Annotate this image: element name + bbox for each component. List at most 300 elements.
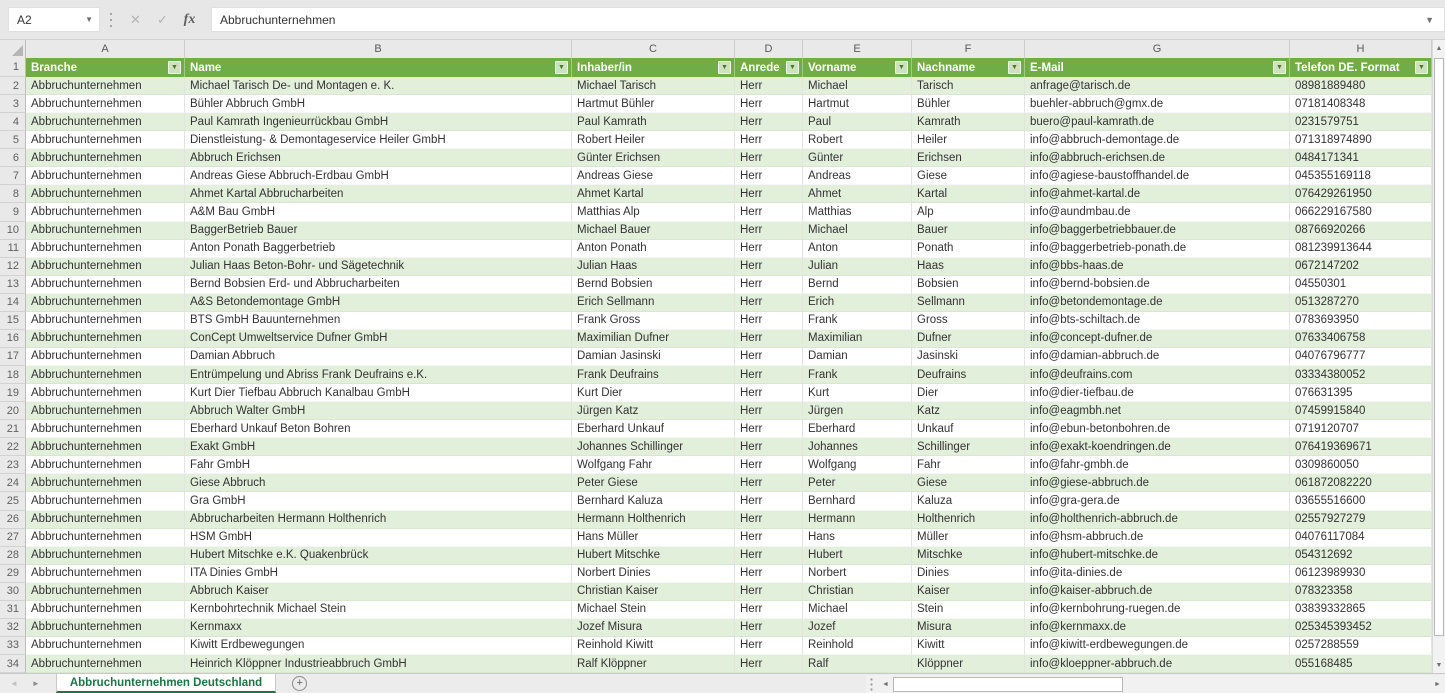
cell-anrede[interactable]: Herr <box>735 330 803 348</box>
cell-telefon[interactable]: 04076117084 <box>1290 529 1432 547</box>
cell-inhaber[interactable]: Ahmet Kartal <box>572 185 735 203</box>
cell-vorname[interactable]: Matthias <box>803 203 912 221</box>
cell-email[interactable]: info@ebun-betonbohren.de <box>1025 420 1290 438</box>
name-box[interactable] <box>8 7 100 32</box>
cell-email[interactable]: info@gra-gera.de <box>1025 492 1290 510</box>
cell-vorname[interactable]: Bernhard <box>803 492 912 510</box>
cell-telefon[interactable]: 0257288559 <box>1290 637 1432 655</box>
cell-vorname[interactable]: Hans <box>803 529 912 547</box>
table-header-cell[interactable] <box>572 58 735 77</box>
cell-name[interactable]: Heinrich Klöppner Industrieabbruch GmbH <box>185 655 572 673</box>
cell-inhaber[interactable]: Bernd Bobsien <box>572 276 735 294</box>
row-number[interactable]: 6 <box>0 149 26 167</box>
cell-telefon[interactable]: 076419369671 <box>1290 438 1432 456</box>
cell-anrede[interactable]: Herr <box>735 637 803 655</box>
cell-inhaber[interactable]: Johannes Schillinger <box>572 438 735 456</box>
cell-anrede[interactable]: Herr <box>735 438 803 456</box>
cell-inhaber[interactable]: Michael Tarisch <box>572 77 735 95</box>
cell-branche[interactable]: Abbruchunternehmen <box>26 637 185 655</box>
cell-email[interactable]: info@kernbohrung-ruegen.de <box>1025 601 1290 619</box>
cell-name[interactable]: Entrümpelung und Abriss Frank Deufrains e.K. <box>185 366 572 384</box>
cell-vorname[interactable]: Michael <box>803 77 912 95</box>
cell-anrede[interactable]: Herr <box>735 492 803 510</box>
row-number[interactable]: 28 <box>0 547 26 565</box>
cell-branche[interactable]: Abbruchunternehmen <box>26 474 185 492</box>
cell-nachname[interactable]: Schillinger <box>912 438 1025 456</box>
cell-inhaber[interactable]: Paul Kamrath <box>572 113 735 131</box>
cell-vorname[interactable]: Reinhold <box>803 637 912 655</box>
cell-telefon[interactable]: 066229167580 <box>1290 203 1432 221</box>
cell-nachname[interactable]: Kaluza <box>912 492 1025 510</box>
cell-branche[interactable]: Abbruchunternehmen <box>26 565 185 583</box>
cell-branche[interactable]: Abbruchunternehmen <box>26 77 185 95</box>
row-number[interactable]: 27 <box>0 529 26 547</box>
cell-telefon[interactable]: 0719120707 <box>1290 420 1432 438</box>
cell-inhaber[interactable]: Ralf Klöppner <box>572 655 735 673</box>
cell-name[interactable]: Bernd Bobsien Erd- und Abbrucharbeiten <box>185 276 572 294</box>
cell-anrede[interactable]: Herr <box>735 420 803 438</box>
cell-email[interactable]: info@fahr-gmbh.de <box>1025 456 1290 474</box>
cell-anrede[interactable]: Herr <box>735 258 803 276</box>
scroll-left-icon[interactable]: ◄ <box>882 681 889 688</box>
cell-email[interactable]: anfrage@tarisch.de <box>1025 77 1290 95</box>
cell-inhaber[interactable]: Peter Giese <box>572 474 735 492</box>
cell-nachname[interactable]: Dier <box>912 384 1025 402</box>
cell-branche[interactable]: Abbruchunternehmen <box>26 402 185 420</box>
cell-anrede[interactable]: Herr <box>735 474 803 492</box>
cell-anrede[interactable]: Herr <box>735 222 803 240</box>
table-header-cell[interactable] <box>735 58 803 77</box>
cell-telefon[interactable]: 054312692 <box>1290 547 1432 565</box>
column-letter[interactable]: H <box>1290 40 1432 58</box>
cell-inhaber[interactable]: Robert Heiler <box>572 131 735 149</box>
cell-nachname[interactable]: Kaiser <box>912 583 1025 601</box>
cell-nachname[interactable]: Ponath <box>912 240 1025 258</box>
cell-name[interactable]: Exakt GmbH <box>185 438 572 456</box>
cell-telefon[interactable]: 07181408348 <box>1290 95 1432 113</box>
cell-inhaber[interactable]: Hartmut Bühler <box>572 95 735 113</box>
cell-name[interactable]: Andreas Giese Abbruch-Erdbau GmbH <box>185 167 572 185</box>
scroll-up-icon[interactable]: ▲ <box>1433 40 1445 56</box>
cell-telefon[interactable]: 03334380052 <box>1290 366 1432 384</box>
cell-inhaber[interactable]: Jürgen Katz <box>572 402 735 420</box>
cell-name[interactable]: Anton Ponath Baggerbetrieb <box>185 240 572 258</box>
cell-anrede[interactable]: Herr <box>735 547 803 565</box>
cell-inhaber[interactable]: Julian Haas <box>572 258 735 276</box>
row-number[interactable]: 33 <box>0 637 26 655</box>
cell-branche[interactable]: Abbruchunternehmen <box>26 366 185 384</box>
table-header-cell[interactable] <box>26 58 185 77</box>
cell-name[interactable]: HSM GmbH <box>185 529 572 547</box>
cell-nachname[interactable]: Misura <box>912 619 1025 637</box>
cell-email[interactable]: info@abbruch-erichsen.de <box>1025 149 1290 167</box>
cell-inhaber[interactable]: Frank Deufrains <box>572 366 735 384</box>
cell-email[interactable]: info@kernmaxx.de <box>1025 619 1290 637</box>
cell-branche[interactable]: Abbruchunternehmen <box>26 529 185 547</box>
cell-branche[interactable]: Abbruchunternehmen <box>26 330 185 348</box>
cell-name[interactable]: Damian Abbruch <box>185 348 572 366</box>
cell-anrede[interactable]: Herr <box>735 456 803 474</box>
column-letter[interactable]: E <box>803 40 912 58</box>
cell-vorname[interactable]: Andreas <box>803 167 912 185</box>
cell-telefon[interactable]: 081239913644 <box>1290 240 1432 258</box>
cell-nachname[interactable]: Katz <box>912 402 1025 420</box>
cell-name[interactable]: Giese Abbruch <box>185 474 572 492</box>
cell-vorname[interactable]: Frank <box>803 312 912 330</box>
cell-branche[interactable]: Abbruchunternehmen <box>26 149 185 167</box>
cell-branche[interactable]: Abbruchunternehmen <box>26 601 185 619</box>
cell-inhaber[interactable]: Damian Jasinski <box>572 348 735 366</box>
cell-inhaber[interactable]: Norbert Dinies <box>572 565 735 583</box>
cell-anrede[interactable]: Herr <box>735 619 803 637</box>
filter-dropdown-icon[interactable]: ▼ <box>786 61 799 74</box>
cell-telefon[interactable]: 0783693950 <box>1290 312 1432 330</box>
row-number[interactable]: 1 <box>0 58 26 77</box>
cell-nachname[interactable]: Holthenrich <box>912 511 1025 529</box>
column-letter[interactable]: C <box>572 40 735 58</box>
cell-anrede[interactable]: Herr <box>735 511 803 529</box>
cell-vorname[interactable]: Jürgen <box>803 402 912 420</box>
cell-anrede[interactable]: Herr <box>735 601 803 619</box>
cell-name[interactable]: Paul Kamrath Ingenieurrückbau GmbH <box>185 113 572 131</box>
cell-anrede[interactable]: Herr <box>735 294 803 312</box>
cell-branche[interactable]: Abbruchunternehmen <box>26 456 185 474</box>
cell-branche[interactable]: Abbruchunternehmen <box>26 113 185 131</box>
cell-inhaber[interactable]: Michael Stein <box>572 601 735 619</box>
cell-vorname[interactable]: Robert <box>803 131 912 149</box>
scroll-right-icon[interactable]: ► <box>1434 681 1441 688</box>
row-number[interactable]: 9 <box>0 203 26 221</box>
cell-name[interactable]: Kurt Dier Tiefbau Abbruch Kanalbau GmbH <box>185 384 572 402</box>
table-header-cell[interactable] <box>803 58 912 77</box>
cell-email[interactable]: info@bernd-bobsien.de <box>1025 276 1290 294</box>
cell-nachname[interactable]: Jasinski <box>912 348 1025 366</box>
row-number[interactable]: 5 <box>0 131 26 149</box>
vertical-scrollbar[interactable] <box>1432 40 1445 673</box>
insert-function-button[interactable]: fx <box>183 11 196 27</box>
cell-telefon[interactable]: 061872082220 <box>1290 474 1432 492</box>
cell-inhaber[interactable]: Christian Kaiser <box>572 583 735 601</box>
cell-email[interactable]: info@baggerbetrieb-ponath.de <box>1025 240 1290 258</box>
filter-dropdown-icon[interactable]: ▼ <box>895 61 908 74</box>
column-letter[interactable]: B <box>185 40 572 58</box>
cell-vorname[interactable]: Ralf <box>803 655 912 673</box>
cell-vorname[interactable]: Michael <box>803 222 912 240</box>
cell-name[interactable]: BTS GmbH Bauunternehmen <box>185 312 572 330</box>
cell-telefon[interactable]: 07459915840 <box>1290 402 1432 420</box>
table-header-cell[interactable] <box>912 58 1025 77</box>
cell-vorname[interactable]: Erich <box>803 294 912 312</box>
cell-email[interactable]: info@ita-dinies.de <box>1025 565 1290 583</box>
cell-telefon[interactable]: 076631395 <box>1290 384 1432 402</box>
row-number[interactable]: 17 <box>0 348 26 366</box>
vertical-scrollbar-thumb[interactable] <box>1434 58 1444 636</box>
cell-inhaber[interactable]: Kurt Dier <box>572 384 735 402</box>
row-number[interactable]: 21 <box>0 420 26 438</box>
sheet-tab-active[interactable] <box>56 674 276 693</box>
cell-branche[interactable]: Abbruchunternehmen <box>26 276 185 294</box>
cell-nachname[interactable]: Gross <box>912 312 1025 330</box>
cell-inhaber[interactable]: Matthias Alp <box>572 203 735 221</box>
formula-bar-expand-icon[interactable]: ▼ <box>1425 14 1434 25</box>
cell-branche[interactable]: Abbruchunternehmen <box>26 547 185 565</box>
cell-email[interactable]: info@bts-schiltach.de <box>1025 312 1290 330</box>
table-header-cell[interactable] <box>1290 58 1432 77</box>
cell-name[interactable]: ConCept Umweltservice Dufner GmbH <box>185 330 572 348</box>
cell-inhaber[interactable]: Hubert Mitschke <box>572 547 735 565</box>
cell-vorname[interactable]: Günter <box>803 149 912 167</box>
cell-nachname[interactable]: Sellmann <box>912 294 1025 312</box>
cell-nachname[interactable]: Haas <box>912 258 1025 276</box>
cell-name[interactable]: Kernbohrtechnik Michael Stein <box>185 601 572 619</box>
cell-email[interactable]: info@kiwitt-erdbewegungen.de <box>1025 637 1290 655</box>
cell-anrede[interactable]: Herr <box>735 276 803 294</box>
cell-vorname[interactable]: Anton <box>803 240 912 258</box>
cell-nachname[interactable]: Heiler <box>912 131 1025 149</box>
cell-nachname[interactable]: Mitschke <box>912 547 1025 565</box>
cell-anrede[interactable]: Herr <box>735 131 803 149</box>
table-header-cell[interactable] <box>185 58 572 77</box>
cell-branche[interactable]: Abbruchunternehmen <box>26 185 185 203</box>
cell-branche[interactable]: Abbruchunternehmen <box>26 384 185 402</box>
cell-name[interactable]: A&M Bau GmbH <box>185 203 572 221</box>
cell-name[interactable]: A&S Betondemontage GmbH <box>185 294 572 312</box>
cell-email[interactable]: info@betondemontage.de <box>1025 294 1290 312</box>
cell-anrede[interactable]: Herr <box>735 655 803 673</box>
cell-name[interactable]: Ahmet Kartal Abbrucharbeiten <box>185 185 572 203</box>
select-all-button[interactable] <box>0 40 26 58</box>
cell-name[interactable]: Abbruch Walter GmbH <box>185 402 572 420</box>
cell-branche[interactable]: Abbruchunternehmen <box>26 583 185 601</box>
cell-anrede[interactable]: Herr <box>735 312 803 330</box>
cell-nachname[interactable]: Giese <box>912 167 1025 185</box>
cell-vorname[interactable]: Hubert <box>803 547 912 565</box>
row-number[interactable]: 11 <box>0 240 26 258</box>
cell-inhaber[interactable]: Reinhold Kiwitt <box>572 637 735 655</box>
row-number[interactable]: 30 <box>0 583 26 601</box>
cell-nachname[interactable]: Kartal <box>912 185 1025 203</box>
cell-name[interactable]: Kiwitt Erdbewegungen <box>185 637 572 655</box>
cell-anrede[interactable]: Herr <box>735 77 803 95</box>
cell-inhaber[interactable]: Günter Erichsen <box>572 149 735 167</box>
cell-branche[interactable]: Abbruchunternehmen <box>26 348 185 366</box>
cell-nachname[interactable]: Dufner <box>912 330 1025 348</box>
cell-email[interactable]: info@dier-tiefbau.de <box>1025 384 1290 402</box>
row-number[interactable]: 20 <box>0 402 26 420</box>
cell-inhaber[interactable]: Erich Sellmann <box>572 294 735 312</box>
row-number[interactable]: 14 <box>0 294 26 312</box>
cell-vorname[interactable]: Jozef <box>803 619 912 637</box>
scrollbar-splitter[interactable] <box>869 678 874 691</box>
cell-telefon[interactable]: 0484171341 <box>1290 149 1432 167</box>
cell-email[interactable]: info@damian-abbruch.de <box>1025 348 1290 366</box>
cell-vorname[interactable]: Paul <box>803 113 912 131</box>
cell-nachname[interactable]: Deufrains <box>912 366 1025 384</box>
cell-email[interactable]: info@bbs-haas.de <box>1025 258 1290 276</box>
cell-anrede[interactable]: Herr <box>735 366 803 384</box>
row-number[interactable]: 25 <box>0 492 26 510</box>
cell-anrede[interactable]: Herr <box>735 113 803 131</box>
cell-vorname[interactable]: Johannes <box>803 438 912 456</box>
cell-branche[interactable]: Abbruchunternehmen <box>26 240 185 258</box>
row-number[interactable]: 2 <box>0 77 26 95</box>
cell-branche[interactable]: Abbruchunternehmen <box>26 492 185 510</box>
cell-anrede[interactable]: Herr <box>735 185 803 203</box>
cell-vorname[interactable]: Hartmut <box>803 95 912 113</box>
enter-button[interactable]: ✓ <box>157 11 168 27</box>
cell-vorname[interactable]: Christian <box>803 583 912 601</box>
cell-name[interactable]: Dienstleistung- & Demontageservice Heiler GmbH <box>185 131 572 149</box>
cell-name[interactable]: Eberhard Unkauf Beton Bohren <box>185 420 572 438</box>
cell-inhaber[interactable]: Andreas Giese <box>572 167 735 185</box>
row-number[interactable]: 10 <box>0 222 26 240</box>
cell-vorname[interactable]: Norbert <box>803 565 912 583</box>
cell-branche[interactable]: Abbruchunternehmen <box>26 655 185 673</box>
cell-nachname[interactable]: Giese <box>912 474 1025 492</box>
cell-vorname[interactable]: Ahmet <box>803 185 912 203</box>
cell-telefon[interactable]: 071318974890 <box>1290 131 1432 149</box>
cell-email[interactable]: info@aundmbau.de <box>1025 203 1290 221</box>
row-number[interactable]: 7 <box>0 167 26 185</box>
prev-sheet-icon[interactable]: ◄ <box>10 679 18 688</box>
row-number[interactable]: 15 <box>0 312 26 330</box>
cell-nachname[interactable]: Kamrath <box>912 113 1025 131</box>
cell-nachname[interactable]: Bühler <box>912 95 1025 113</box>
cell-email[interactable]: info@baggerbetriebbauer.de <box>1025 222 1290 240</box>
cell-nachname[interactable]: Klöppner <box>912 655 1025 673</box>
row-number[interactable]: 26 <box>0 511 26 529</box>
cell-nachname[interactable]: Bauer <box>912 222 1025 240</box>
cell-telefon[interactable]: 0309860050 <box>1290 456 1432 474</box>
cell-telefon[interactable]: 04550301 <box>1290 276 1432 294</box>
column-letter[interactable]: G <box>1025 40 1290 58</box>
cell-name[interactable]: Hubert Mitschke e.K. Quakenbrück <box>185 547 572 565</box>
cell-telefon[interactable]: 07633406758 <box>1290 330 1432 348</box>
row-number[interactable]: 29 <box>0 565 26 583</box>
cell-nachname[interactable]: Stein <box>912 601 1025 619</box>
add-sheet-button[interactable]: + <box>292 676 307 691</box>
cell-nachname[interactable]: Tarisch <box>912 77 1025 95</box>
cell-nachname[interactable]: Kiwitt <box>912 637 1025 655</box>
cell-telefon[interactable]: 055168485 <box>1290 655 1432 673</box>
cell-telefon[interactable]: 06123989930 <box>1290 565 1432 583</box>
cell-name[interactable]: Abbruch Kaiser <box>185 583 572 601</box>
cell-anrede[interactable]: Herr <box>735 583 803 601</box>
cell-branche[interactable]: Abbruchunternehmen <box>26 294 185 312</box>
cell-branche[interactable]: Abbruchunternehmen <box>26 222 185 240</box>
row-number[interactable]: 12 <box>0 258 26 276</box>
cell-telefon[interactable]: 03655516600 <box>1290 492 1432 510</box>
cell-nachname[interactable]: Fahr <box>912 456 1025 474</box>
cell-nachname[interactable]: Bobsien <box>912 276 1025 294</box>
cell-name[interactable]: Gra GmbH <box>185 492 572 510</box>
horizontal-scrollbar-thumb[interactable] <box>893 677 1123 692</box>
cell-branche[interactable]: Abbruchunternehmen <box>26 167 185 185</box>
filter-dropdown-icon[interactable]: ▼ <box>718 61 731 74</box>
next-sheet-icon[interactable]: ► <box>31 679 40 688</box>
filter-dropdown-icon[interactable]: ▼ <box>1273 61 1286 74</box>
row-number[interactable]: 4 <box>0 113 26 131</box>
filter-dropdown-icon[interactable]: ▼ <box>1415 61 1428 74</box>
cell-anrede[interactable]: Herr <box>735 167 803 185</box>
cell-inhaber[interactable]: Wolfgang Fahr <box>572 456 735 474</box>
cancel-button[interactable]: ✕ <box>130 11 141 27</box>
cell-inhaber[interactable]: Frank Gross <box>572 312 735 330</box>
column-letter[interactable]: F <box>912 40 1025 58</box>
toolbar-splitter[interactable] <box>109 9 113 31</box>
cell-vorname[interactable]: Peter <box>803 474 912 492</box>
filter-dropdown-icon[interactable]: ▼ <box>1008 61 1021 74</box>
cell-vorname[interactable]: Hermann <box>803 511 912 529</box>
cell-inhaber[interactable]: Jozef Misura <box>572 619 735 637</box>
cell-anrede[interactable]: Herr <box>735 95 803 113</box>
cell-name[interactable]: BaggerBetrieb Bauer <box>185 222 572 240</box>
cell-email[interactable]: info@eagmbh.net <box>1025 402 1290 420</box>
horizontal-scrollbar[interactable] <box>866 675 1445 693</box>
cell-nachname[interactable]: Dinies <box>912 565 1025 583</box>
cell-anrede[interactable]: Herr <box>735 384 803 402</box>
cell-nachname[interactable]: Erichsen <box>912 149 1025 167</box>
cell-inhaber[interactable]: Eberhard Unkauf <box>572 420 735 438</box>
row-number[interactable]: 18 <box>0 366 26 384</box>
cell-telefon[interactable]: 0672147202 <box>1290 258 1432 276</box>
cell-email[interactable]: info@agiese-baustoffhandel.de <box>1025 167 1290 185</box>
row-number[interactable]: 19 <box>0 384 26 402</box>
cell-telefon[interactable]: 0513287270 <box>1290 294 1432 312</box>
cell-anrede[interactable]: Herr <box>735 565 803 583</box>
cell-name[interactable]: Fahr GmbH <box>185 456 572 474</box>
cell-vorname[interactable]: Bernd <box>803 276 912 294</box>
cell-branche[interactable]: Abbruchunternehmen <box>26 619 185 637</box>
cell-inhaber[interactable]: Anton Ponath <box>572 240 735 258</box>
row-number[interactable]: 3 <box>0 95 26 113</box>
row-number[interactable]: 31 <box>0 601 26 619</box>
name-box-dropdown-icon[interactable]: ▼ <box>85 15 93 24</box>
cell-vorname[interactable]: Damian <box>803 348 912 366</box>
formula-bar-input[interactable] <box>211 7 1445 32</box>
cell-anrede[interactable]: Herr <box>735 348 803 366</box>
row-number[interactable]: 13 <box>0 276 26 294</box>
row-number[interactable]: 16 <box>0 330 26 348</box>
cell-email[interactable]: info@holthenrich-abbruch.de <box>1025 511 1290 529</box>
cell-vorname[interactable]: Julian <box>803 258 912 276</box>
cell-anrede[interactable]: Herr <box>735 529 803 547</box>
cell-email[interactable]: info@abbruch-demontage.de <box>1025 131 1290 149</box>
cell-branche[interactable]: Abbruchunternehmen <box>26 95 185 113</box>
column-letter[interactable]: D <box>735 40 803 58</box>
cell-anrede[interactable]: Herr <box>735 149 803 167</box>
cell-name[interactable]: Bühler Abbruch GmbH <box>185 95 572 113</box>
cell-email[interactable]: info@kloeppner-abbruch.de <box>1025 655 1290 673</box>
cell-anrede[interactable]: Herr <box>735 203 803 221</box>
cell-name[interactable]: Julian Haas Beton-Bohr- und Sägetechnik <box>185 258 572 276</box>
cell-branche[interactable]: Abbruchunternehmen <box>26 438 185 456</box>
cell-name[interactable]: Abbrucharbeiten Hermann Holthenrich <box>185 511 572 529</box>
cell-email[interactable]: info@hubert-mitschke.de <box>1025 547 1290 565</box>
cell-telefon[interactable]: 076429261950 <box>1290 185 1432 203</box>
cell-vorname[interactable]: Maximilian <box>803 330 912 348</box>
cell-vorname[interactable]: Michael <box>803 601 912 619</box>
cell-email[interactable]: info@kaiser-abbruch.de <box>1025 583 1290 601</box>
row-number[interactable]: 34 <box>0 655 26 673</box>
cell-telefon[interactable]: 045355169118 <box>1290 167 1432 185</box>
cell-branche[interactable]: Abbruchunternehmen <box>26 511 185 529</box>
cell-branche[interactable]: Abbruchunternehmen <box>26 312 185 330</box>
cell-telefon[interactable]: 0231579751 <box>1290 113 1432 131</box>
cell-vorname[interactable]: Wolfgang <box>803 456 912 474</box>
cell-telefon[interactable]: 02557927279 <box>1290 511 1432 529</box>
filter-dropdown-icon[interactable]: ▼ <box>168 61 181 74</box>
